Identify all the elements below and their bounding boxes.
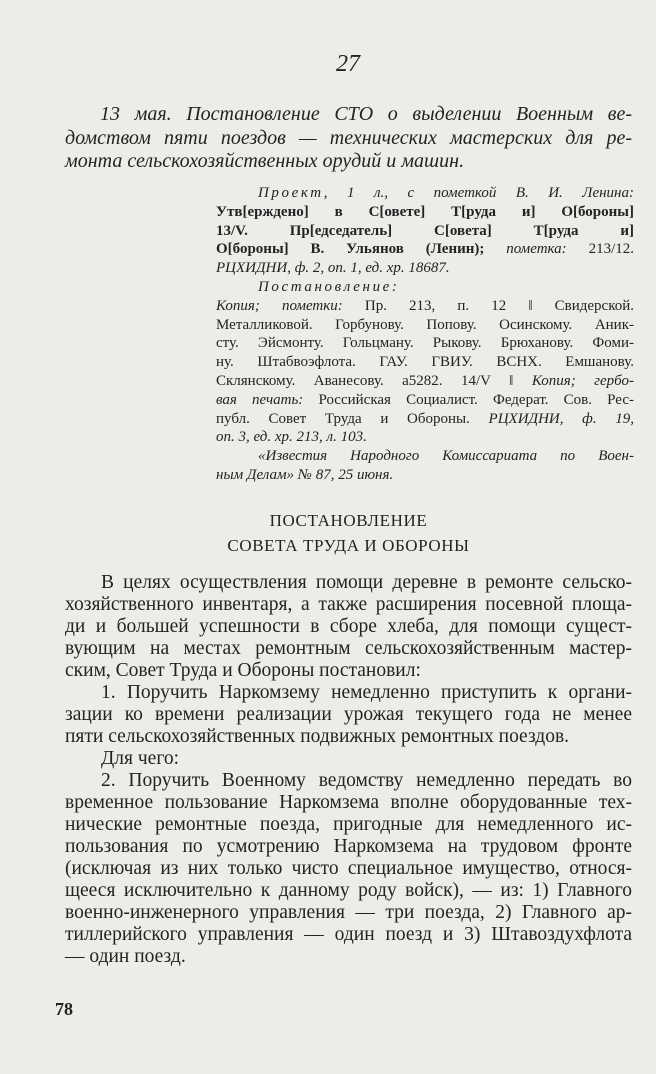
source-label-resolution: Постановление: — [258, 278, 400, 295]
source-segment: Склянскому. Аванесову. а5282. 14/V ‖ — [216, 372, 514, 389]
source-line — [216, 259, 634, 278]
source-segment: 13/V. Пр[едседатель] С[овета] Т[руда и] — [216, 222, 634, 239]
body-line: вующим на местах ремонтным сельскохозяйственным мастер- — [65, 638, 632, 659]
source-segment: Металликовой. Горбунову. Попову. Осинскому. Аник- — [216, 316, 634, 333]
source-line — [216, 466, 634, 485]
body-line: В целях осуществления помощи деревне в ремонте сельско- — [101, 572, 632, 593]
source-line — [216, 278, 634, 297]
source-segment: , 1 л., с пометкой В. И. Ленина: — [323, 185, 634, 201]
source-line — [216, 447, 634, 466]
source-segment: 213/12. — [566, 241, 634, 258]
source-line — [216, 240, 634, 259]
body-line: ским, Совет Труда и Обороны постановил: — [65, 660, 421, 681]
page-number: 78 — [55, 999, 73, 1019]
source-segment: ным Делам» № 87, 25 июня. — [216, 466, 394, 483]
source-segment: пометка: — [484, 241, 567, 258]
source-segment: Российская Социалист. Федерат. Сов. Рес- — [303, 391, 634, 408]
body-line: зации ко времени реализации урожая текущего года не менее — [65, 704, 632, 725]
body-line: — один поезд. — [65, 946, 186, 967]
body-line: тиллерийского управления — один поезд и 3) Штавоздухфлота — [65, 924, 632, 945]
source-line — [216, 297, 634, 316]
source-segment: вая печать: — [216, 391, 304, 408]
source-line — [216, 222, 634, 241]
resolution-body — [65, 572, 632, 968]
source-line — [216, 391, 634, 410]
body-line: ди и большей успешности в сборе хлеба, для помощи сущест- — [65, 616, 632, 637]
body-line: 1. Поручить Наркомзему немедленно приступить к органи- — [101, 682, 632, 703]
title-line: 13 мая. Постановление СТО о выделении Военным ве- — [100, 103, 632, 125]
source-segment: Копия; гербо- — [513, 372, 634, 389]
source-line — [216, 316, 634, 335]
archival-source-note — [216, 184, 634, 485]
resolution-heading — [65, 508, 632, 558]
source-line — [216, 184, 634, 203]
source-segment: оп. 3, ед. хр. 213, л. 103. — [216, 429, 367, 446]
source-line — [216, 353, 634, 372]
body-line: военно-инженерного управления — три поезда, 2) Главного ар- — [65, 902, 632, 923]
source-line — [216, 203, 634, 222]
source-segment: публ. Совет Труда и Обороны. — [216, 410, 470, 427]
source-segment: РЦХИДНИ, ф. 2, оп. 1, ед. хр. 18687. — [216, 260, 450, 277]
body-line: хозяйственного инвентаря, а также расширения посевной площа- — [65, 594, 632, 615]
body-line: Для чего: — [101, 748, 180, 769]
heading-line: ПОСТАНОВЛЕНИЕ — [269, 511, 428, 530]
body-line: щееся исключительно к данному роду войск), — из: 1) Главного — [65, 880, 632, 901]
body-line: пользования по усмотрению Наркомзема на трудовом фронте — [65, 836, 632, 857]
source-segment: «Известия Народного Комиссариата по Воен- — [258, 448, 634, 465]
document-number: 27 — [336, 51, 360, 77]
source-segment: О[бороны] В. Ульянов (Ленин); — [216, 241, 485, 258]
source-segment: Копия; пометки: — [216, 297, 343, 314]
source-segment: ну. Штабвоэфлота. ГАУ. ГВИУ. ВСНХ. Емшанову. — [216, 354, 634, 371]
body-line: (исключая из них только чисто специальное имущество, относя- — [65, 858, 632, 879]
body-line: пяти сельскохозяйственных подвижных ремонтных поездов. — [65, 726, 570, 747]
source-label-draft: Проект — [258, 185, 324, 201]
source-line — [216, 410, 634, 429]
source-segment: Пр. 213, п. 12 ‖ Свидерской. — [342, 297, 635, 314]
document-title — [65, 103, 632, 174]
title-line: домством пяти поездов — технических мастерских для ре- — [65, 126, 632, 149]
source-segment: РЦХИДНИ, ф. 19, — [469, 410, 634, 427]
source-line — [216, 334, 634, 353]
source-segment: Утв[ерждено] в С[овете] Т[руда и] О[бороны] — [216, 203, 634, 220]
source-line — [216, 372, 634, 391]
title-line: монта сельскохозяйственных орудий и машин. — [65, 150, 465, 172]
body-line: нические ремонтные поезда, пригодные для немедленного ис- — [65, 814, 632, 835]
body-line: временное пользование Наркомзема вполне оборудованные тех- — [65, 792, 632, 813]
source-segment: сту. Эйсмонту. Гольцману. Рыкову. Брюханову. Фоми- — [216, 335, 634, 352]
body-line: 2. Поручить Военному ведомству немедленно передать во — [101, 770, 632, 791]
source-line — [216, 428, 634, 447]
heading-line: СОВЕТА ТРУДА И ОБОРОНЫ — [227, 536, 470, 555]
